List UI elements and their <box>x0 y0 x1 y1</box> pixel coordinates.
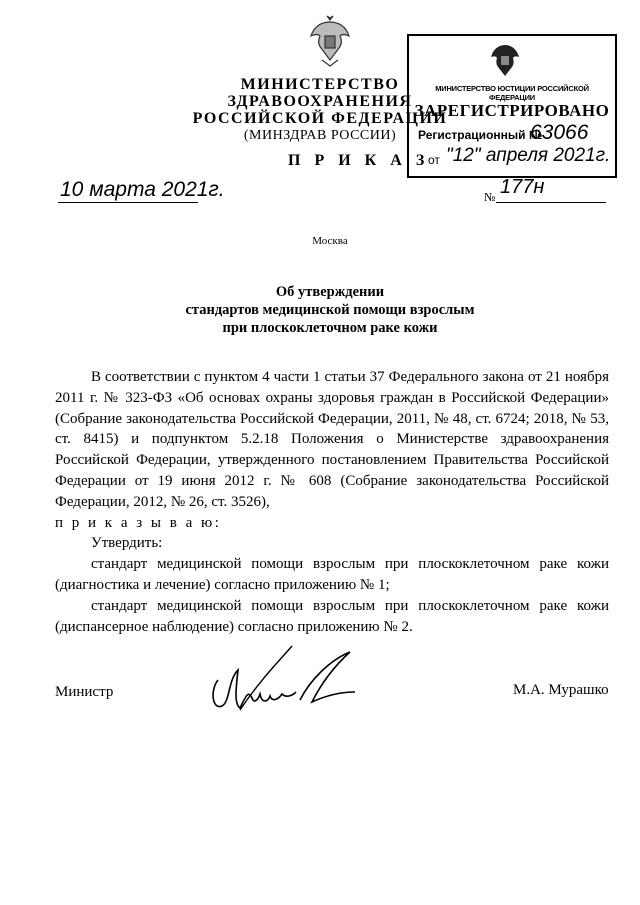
order-number: 177н <box>500 176 545 198</box>
order-date: 10 марта 2021г. <box>60 178 225 201</box>
ministry-short-name: (МИНЗДРАВ РОССИИ) <box>243 128 397 143</box>
ministry-name-line2: РОССИЙСКОЙ ФЕДЕРАЦИИ <box>192 110 448 127</box>
stamp-title: ЗАРЕГИСТРИРОВАНО <box>414 101 610 120</box>
number-underline <box>496 202 606 203</box>
stamp-date: "12" апреля 2021г. <box>446 145 611 166</box>
state-emblem-icon <box>308 14 352 68</box>
title-line: при плоскоклеточном раке кожи <box>222 320 438 336</box>
approve-paragraph: Утвердить: <box>91 535 163 552</box>
preamble-paragraph: В соответствии с пунктом 4 части 1 статьи 37 Федерального закона от 21 ноября 2011 г. № 323-ФЗ «Об основах охраны здоровья граждан в Российской Федерации» (Собрание законодательства Российской Федерации, 2011, № 48, ст. 6724; 2018, № 53, ст. 8415) и подпунктом 5.2.18 Положения о Министерстве здравоохранения Российской Федерации, утвержденного постановлением Правительства Российской Федерации от 19 июня 2012 г. № 608 (Собрание законодательства Российской Федерации, 2012, № 26, ст. 3526), <box>55 369 609 510</box>
stamp-date-label: от <box>428 153 440 167</box>
stamp-organization: МИНИСТЕРСТВО ЮСТИЦИИ РОССИЙСКОЙ ФЕДЕРАЦИИ <box>435 84 589 102</box>
signatory-position: Министр <box>55 684 114 700</box>
stamp-reg-label: Регистрационный № <box>418 128 543 142</box>
ministry-name-line1: МИНИСТЕРСТВО ЗДРАВООХРАНЕНИЯ <box>227 76 413 110</box>
document-title <box>120 283 540 337</box>
title-line: Об утверждении <box>275 284 385 300</box>
order-word: п р и к а з ы в а ю: <box>55 514 222 531</box>
stamp-reg-number: 63066 <box>530 121 589 144</box>
city: Москва <box>312 235 348 247</box>
document-type: П Р И К А З <box>288 152 430 169</box>
signatory-name: М.А. Мурашко <box>513 682 609 698</box>
date-underline <box>58 202 198 203</box>
title-line: стандартов медицинской помощи взрослым <box>185 302 475 318</box>
document-body <box>55 367 609 637</box>
item-1-paragraph: стандарт медицинской помощи взрослым при плоскоклеточном раке кожи (диагностика и лечение) согласно приложению № 1; <box>55 556 609 593</box>
item-2-paragraph: стандарт медицинской помощи взрослым при плоскоклеточном раке кожи (диспансерное наблюдение) согласно приложению № 2. <box>55 597 609 635</box>
stamp-emblem-icon <box>488 42 522 80</box>
handwritten-signature <box>200 640 360 730</box>
number-sign: № <box>484 190 496 204</box>
